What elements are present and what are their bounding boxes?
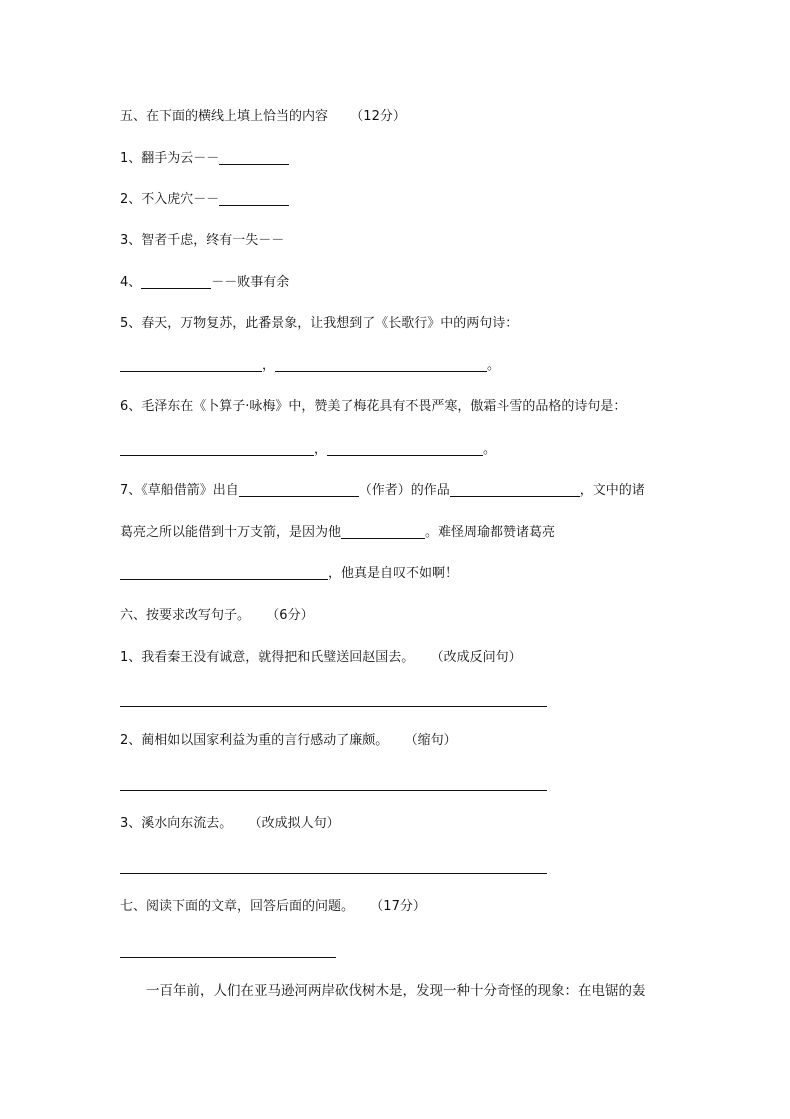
question-5-7-line2 — [120, 524, 690, 542]
section7-score: （17分） — [370, 899, 426, 914]
answer-blank[interactable] — [341, 524, 425, 539]
answer-blank[interactable] — [120, 357, 262, 372]
question-6-2-text: 2、蔺相如以国家利益为重的言行感动了廉颇。 — [120, 733, 389, 748]
comma: ， — [262, 358, 276, 373]
answer-blank[interactable] — [327, 441, 483, 456]
passage-first-line: 一百年前，人们在亚马逊河两岸砍伐树木是，发现一种十分奇怪的现象：在电锯的轰 — [146, 983, 646, 999]
question-6-3-text: 3、溪水向东流去。 — [120, 816, 233, 831]
question-6-2 — [120, 732, 690, 750]
passage-title-blank[interactable] — [120, 957, 336, 958]
question-5-7-text-e: 。难怪周瑜都赞诸葛亮 — [425, 525, 556, 540]
answer-blank[interactable] — [239, 482, 359, 497]
question-5-5-answer — [120, 357, 690, 375]
question-6-1 — [120, 649, 690, 667]
question-6-3-requirement: （改成拟人句） — [248, 816, 340, 831]
question-5-7-line3 — [120, 565, 690, 583]
question-5-7 — [120, 482, 690, 500]
question-5-6 — [120, 398, 690, 416]
section7-title: 七、阅读下面的文章，回答后面的问题。 — [120, 899, 355, 914]
question-6-1-text: 1、我看秦王没有诚意，就得把和氏璧送回赵国去。 — [120, 650, 415, 665]
section5-score: （12分） — [350, 109, 406, 124]
answer-blank[interactable] — [219, 191, 289, 206]
section6-score: （6分） — [266, 608, 314, 623]
question-5-1 — [120, 150, 690, 168]
answer-blank[interactable] — [450, 482, 580, 497]
question-5-2 — [120, 191, 690, 209]
answer-line[interactable] — [120, 706, 547, 707]
answer-line[interactable] — [120, 790, 547, 791]
answer-blank[interactable] — [275, 357, 487, 372]
question-5-6-text: 6、毛泽东在《卜算子·咏梅》中，赞美了梅花具有不畏严寒，傲霜斗雪的品格的诗句是： — [120, 399, 627, 414]
question-6-1-requirement: （改成反问句） — [430, 650, 522, 665]
question-5-5-text: 5、春天，万物复苏，此番景象，让我想到了《长歌行》中的两句诗： — [120, 316, 519, 331]
answer-blank[interactable] — [120, 441, 314, 456]
question-5-4-prefix: 4、 — [120, 275, 142, 290]
question-5-2-text: 2、不入虎穴－－ — [120, 192, 220, 207]
question-5-4-suffix: －－败事有余 — [211, 275, 290, 290]
answer-line[interactable] — [120, 873, 547, 874]
question-5-7-text-f: ，他真是自叹不如啊！ — [328, 566, 459, 581]
answer-blank[interactable] — [219, 150, 289, 165]
section5-heading — [120, 108, 690, 126]
section6-title: 六、按要求改写句子。 — [120, 608, 251, 623]
period: 。 — [487, 358, 501, 373]
section6-heading — [120, 607, 690, 625]
section5-title: 五、在下面的横线上填上恰当的内容 — [120, 109, 329, 124]
comma: ， — [314, 442, 328, 457]
question-5-1-text: 1、翻手为云－－ — [120, 151, 220, 166]
question-5-3 — [120, 232, 690, 250]
question-5-6-answer — [120, 441, 690, 459]
question-5-7-text-b: （作者）的作品 — [358, 483, 450, 498]
answer-blank[interactable] — [120, 565, 328, 580]
question-5-4 — [120, 274, 690, 292]
question-5-5 — [120, 315, 690, 333]
question-6-2-requirement: （缩句） — [404, 733, 457, 748]
question-5-3-text: 3、智者千虑，终有一失－－ — [120, 233, 285, 248]
question-6-3 — [120, 815, 690, 833]
answer-blank[interactable] — [141, 274, 211, 289]
question-5-7-text-d: 葛亮之所以能借到十万支箭，是因为他 — [120, 525, 342, 540]
question-5-7-text-a: 7、《草船借箭》出自 — [120, 483, 239, 498]
section7-heading — [120, 898, 690, 916]
question-5-7-text-c: ，文中的诸 — [579, 483, 645, 498]
period: 。 — [483, 442, 497, 457]
